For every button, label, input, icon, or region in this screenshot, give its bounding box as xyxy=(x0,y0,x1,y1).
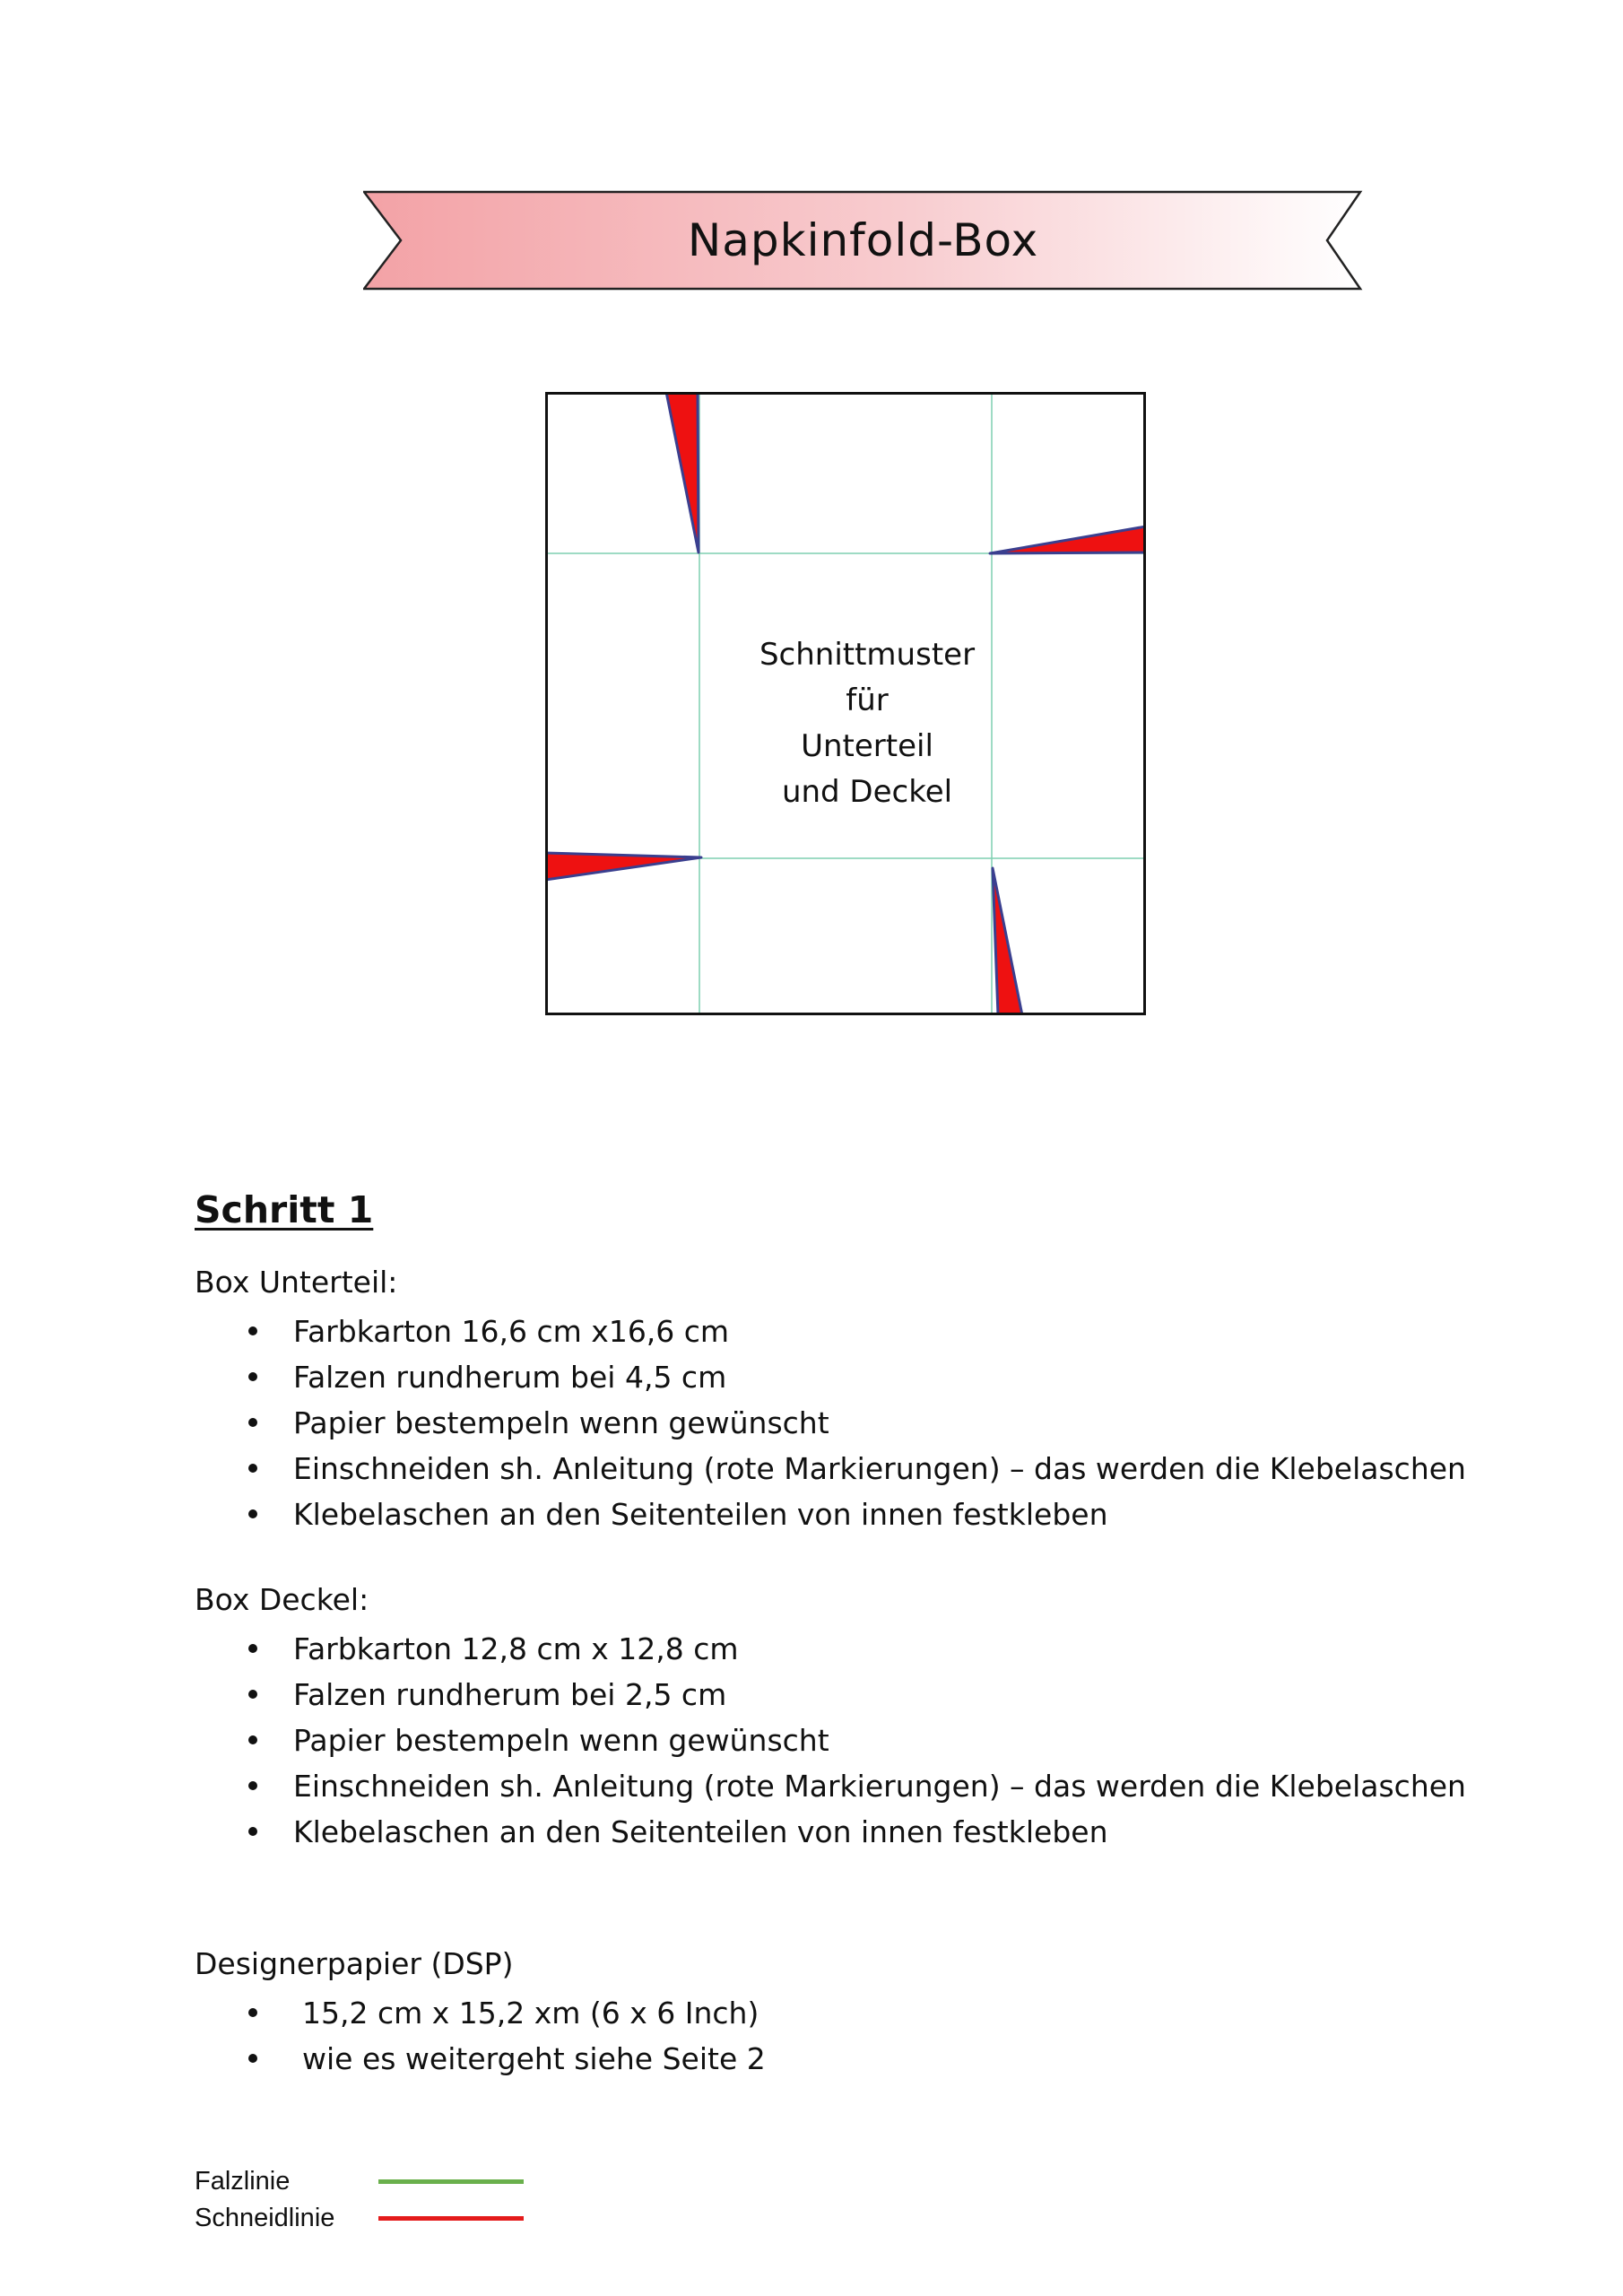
pattern-label-line: und Deckel xyxy=(781,774,953,810)
list-item-text: Einschneiden sh. Anleitung (rote Markierungen) – das werden die Klebelaschen xyxy=(293,1769,1466,1804)
bullet-icon xyxy=(248,1326,257,1335)
page-title: Napkinfold-Box xyxy=(687,214,1039,266)
list-item-text: Klebelaschen an den Seitenteilen von innen festkleben xyxy=(293,1814,1108,1849)
list-box-unterteil xyxy=(195,1309,1466,1537)
cut-marker-left xyxy=(545,853,701,880)
legend-label-cut: Schneidlinie xyxy=(195,2204,335,2232)
pattern-label-line: Schnittmuster xyxy=(759,637,976,673)
legend-row-cut xyxy=(195,2200,524,2237)
cut-marker-right xyxy=(990,526,1146,553)
bullet-icon xyxy=(248,1735,257,1744)
step-heading: Schritt 1 xyxy=(195,1188,374,1231)
list-item-text: Farbkarton 12,8 cm x 12,8 cm xyxy=(293,1631,739,1666)
list-item xyxy=(195,1400,1466,1446)
group-title-designerpapier: Designerpapier (DSP) xyxy=(195,1946,514,1981)
list-item xyxy=(195,1809,1466,1855)
bullet-icon xyxy=(248,1644,257,1653)
pattern-label-line: Unterteil xyxy=(801,728,933,764)
list-item xyxy=(195,1626,1466,1672)
list-item xyxy=(195,2036,766,2082)
group-title-box-unterteil: Box Unterteil: xyxy=(195,1265,398,1300)
bullet-icon xyxy=(248,2008,257,2017)
bullet-icon xyxy=(248,1418,257,1427)
list-item-text: 15,2 cm x 15,2 xm (6 x 6 Inch) xyxy=(302,1996,759,2031)
bullet-icon xyxy=(248,2054,257,2063)
list-item-text: Klebelaschen an den Seitenteilen von innen festkleben xyxy=(293,1497,1108,1532)
cut-marker-top xyxy=(666,392,699,552)
title-banner xyxy=(363,190,1363,291)
line-legend xyxy=(195,2163,524,2237)
bullet-icon xyxy=(248,1464,257,1473)
list-item-text: wie es weitergeht siehe Seite 2 xyxy=(302,2041,766,2076)
list-box-deckel xyxy=(195,1626,1466,1855)
pattern-label xyxy=(728,632,1006,815)
list-item xyxy=(195,1309,1466,1354)
bullet-icon xyxy=(248,1781,257,1790)
pattern-label-line: für xyxy=(846,683,889,718)
legend-swatch-cut xyxy=(378,2216,524,2221)
bullet-icon xyxy=(248,1690,257,1699)
list-item xyxy=(195,1763,1466,1809)
list-item xyxy=(195,1492,1466,1537)
list-item xyxy=(195,1354,1466,1400)
list-item-text: Farbkarton 16,6 cm x16,6 cm xyxy=(293,1314,730,1349)
list-item xyxy=(195,1672,1466,1718)
list-item-text: Falzen rundherum bei 2,5 cm xyxy=(293,1677,727,1712)
list-designerpapier xyxy=(195,1990,766,2082)
legend-row-fold xyxy=(195,2163,524,2200)
list-item xyxy=(195,1990,766,2036)
group-title-box-deckel: Box Deckel: xyxy=(195,1582,369,1617)
cut-marker-bottom xyxy=(993,868,1022,1015)
list-item-text: Einschneiden sh. Anleitung (rote Markierungen) – das werden die Klebelaschen xyxy=(293,1451,1466,1486)
list-item-text: Papier bestempeln wenn gewünscht xyxy=(293,1723,829,1758)
list-item-text: Papier bestempeln wenn gewünscht xyxy=(293,1405,829,1440)
bullet-icon xyxy=(248,1372,257,1381)
list-item xyxy=(195,1718,1466,1763)
legend-swatch-fold xyxy=(378,2179,524,2184)
bullet-icon xyxy=(248,1509,257,1518)
list-item-text: Falzen rundherum bei 4,5 cm xyxy=(293,1360,727,1395)
bullet-icon xyxy=(248,1827,257,1836)
legend-label-fold: Falzlinie xyxy=(195,2167,291,2196)
list-item xyxy=(195,1446,1466,1492)
